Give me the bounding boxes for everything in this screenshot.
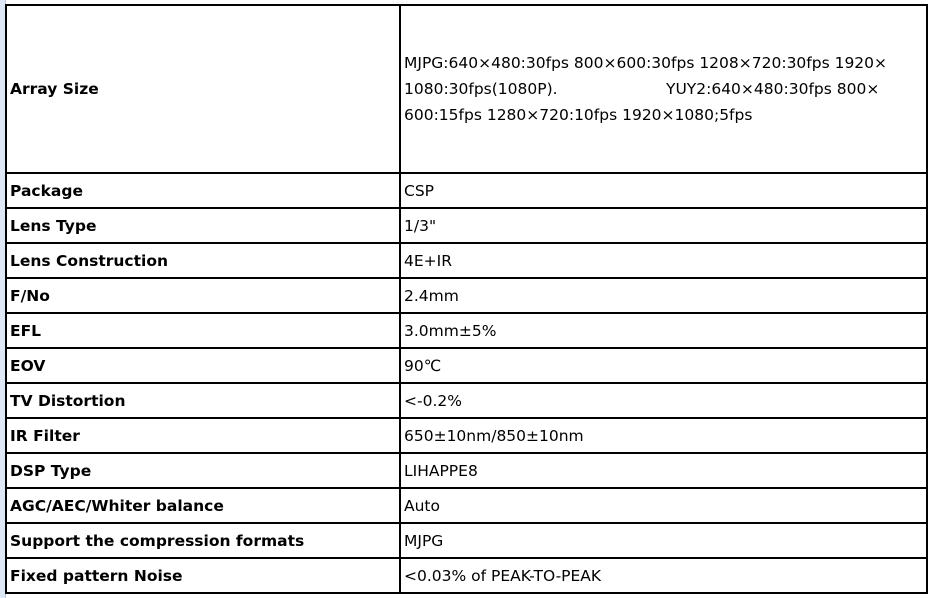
table-row — [6, 173, 927, 208]
array-size-line-3: 600:15fps 1280×720:10fps 1920×1080;5fps — [404, 106, 753, 124]
table-row — [6, 278, 927, 313]
table-row — [6, 5, 927, 173]
table-row — [6, 488, 927, 523]
row-label-package[interactable]: Package — [6, 173, 400, 208]
table-row — [6, 558, 927, 593]
row-label-lens-type[interactable]: Lens Type — [6, 208, 400, 243]
row-value-package[interactable]: CSP — [400, 173, 927, 208]
row-value-dsp-type[interactable]: LIHAPPE8 — [400, 453, 927, 488]
table-row — [6, 313, 927, 348]
row-label-lens-construction[interactable]: Lens Construction — [6, 243, 400, 278]
table-row — [6, 208, 927, 243]
row-value-compression-formats[interactable]: MJPG — [400, 523, 927, 558]
row-value-f-no[interactable]: 2.4mm — [400, 278, 927, 313]
row-label-compression-formats[interactable]: Support the compression formats — [6, 523, 400, 558]
array-size-line-2: 1080:30fps(1080P). YUY2:640×480:30fps 800× — [404, 80, 880, 98]
table-row — [6, 348, 927, 383]
table-row — [6, 418, 927, 453]
spec-table — [5, 4, 928, 594]
row-value-efl[interactable]: 3.0mm±5% — [400, 313, 927, 348]
row-value-eov[interactable]: 90℃ — [400, 348, 927, 383]
row-label-fixed-pattern-noise[interactable]: Fixed pattern Noise — [6, 558, 400, 593]
row-value-lens-construction[interactable]: 4E+IR — [400, 243, 927, 278]
table-row — [6, 383, 927, 418]
row-label-efl[interactable]: EFL — [6, 313, 400, 348]
row-label-ir-filter[interactable]: IR Filter — [6, 418, 400, 453]
row-label-tv-distortion[interactable]: TV Distortion — [6, 383, 400, 418]
table-row — [6, 243, 927, 278]
row-value-tv-distortion[interactable]: <-0.2% — [400, 383, 927, 418]
row-value-ir-filter[interactable]: 650±10nm/850±10nm — [400, 418, 927, 453]
row-label-agc-aec-white-balance[interactable]: AGC/AEC/Whiter balance — [6, 488, 400, 523]
array-size-line-1: MJPG:640×480:30fps 800×600:30fps 1208×720:30fps 1920× — [404, 54, 888, 72]
row-label-f-no[interactable]: F/No — [6, 278, 400, 313]
table-row — [6, 523, 927, 558]
row-value-fixed-pattern-noise[interactable]: <0.03% of PEAK-TO-PEAK — [400, 558, 927, 593]
row-value-agc-aec-white-balance[interactable]: Auto — [400, 488, 927, 523]
row-value-lens-type[interactable]: 1/3" — [400, 208, 927, 243]
row-label-eov[interactable]: EOV — [6, 348, 400, 383]
row-value-array-size[interactable] — [400, 5, 927, 173]
table-row — [6, 453, 927, 488]
row-label-array-size[interactable]: Array Size — [6, 5, 400, 173]
row-label-dsp-type[interactable]: DSP Type — [6, 453, 400, 488]
